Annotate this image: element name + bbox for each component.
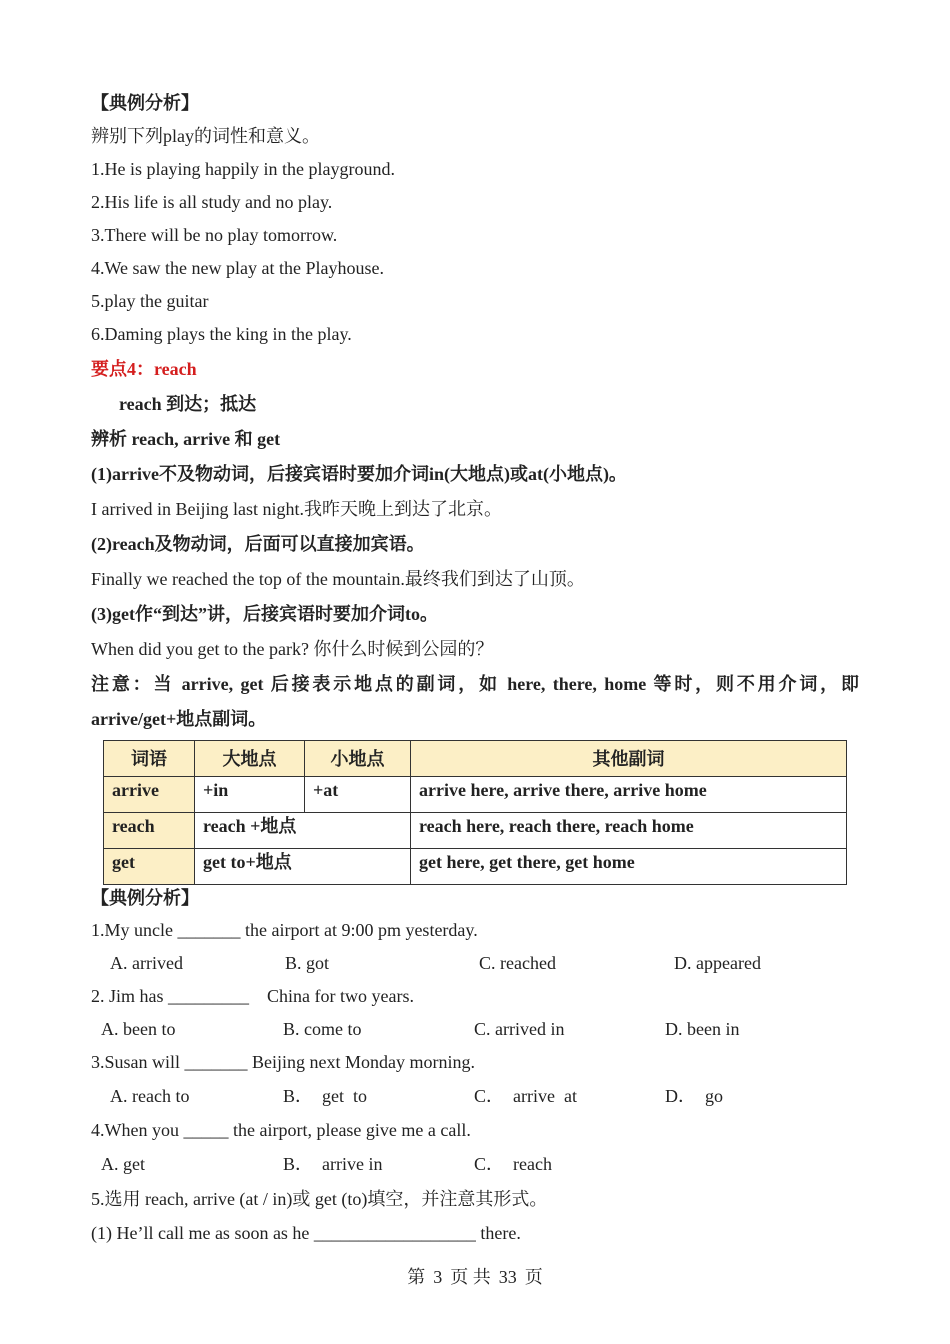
place-cell: get to+地点	[195, 849, 411, 885]
question-2: 2. Jim has _________ China for two years.	[91, 986, 414, 1006]
comparison-table	[103, 740, 847, 885]
option: A. get	[101, 1154, 145, 1174]
place-cell: reach +地点	[195, 813, 411, 849]
point-meaning: reach 到达；抵达	[119, 394, 257, 414]
example-1: I arrived in Beijing last night.我昨天晚上到达了北京。	[91, 499, 502, 519]
footer-prefix: 第	[407, 1267, 426, 1287]
example-heading-2: 【典例分析】	[91, 888, 199, 908]
list-item: 3.There will be no play tomorrow.	[91, 225, 338, 245]
total-pages: 33	[498, 1267, 517, 1287]
word-cell: arrive	[104, 777, 195, 813]
word-cell: get	[104, 849, 195, 885]
option: C． arrive at	[474, 1086, 577, 1106]
list-item: 1.He is playing happily in the playground.	[91, 159, 395, 179]
question-4: 4.When you _____ the airport, please give me a call.	[91, 1120, 471, 1140]
question-5: 5.选用 reach, arrive (at / in)或 get (to)填空，并注意其形式。	[91, 1189, 548, 1209]
instruction: 辨别下列play的词性和意义。	[91, 126, 320, 146]
example-2: Finally we reached the top of the mountain.最终我们到达了山顶。	[91, 569, 585, 589]
example-3: When did you get to the park? 你什么时候到公园的？	[91, 639, 494, 659]
option: C． reach	[474, 1154, 552, 1174]
option: B. got	[285, 953, 330, 973]
list-item: 2.His life is all study and no play.	[91, 192, 333, 212]
list-item: 5.play the guitar	[91, 291, 209, 311]
option: A. reach to	[110, 1086, 190, 1106]
option: C. arrived in	[474, 1019, 565, 1039]
option: A. arrived	[110, 953, 183, 973]
list-item: 4.We saw the new play at the Playhouse.	[91, 258, 384, 278]
rule-3: (3)get作“到达”讲，后接宾语时要加介词to。	[91, 604, 438, 624]
question-3: 3.Susan will _______ Beijing next Monday morning.	[91, 1052, 475, 1072]
table-header-row	[104, 741, 847, 777]
option: D. been in	[665, 1019, 740, 1039]
option: B. come to	[283, 1019, 362, 1039]
option: B． get to	[283, 1086, 367, 1106]
note-line-2: arrive/get+地点副词。	[91, 709, 267, 729]
example-heading: 【典例分析】	[91, 93, 199, 113]
option: A. been to	[101, 1019, 176, 1039]
table-row	[104, 777, 847, 813]
small-place-cell: +at	[305, 777, 411, 813]
compare-heading: 辨析 reach, arrive 和 get	[91, 429, 281, 449]
list-item: 6.Daming plays the king in the play.	[91, 324, 352, 344]
footer-suffix: 页	[524, 1267, 543, 1287]
question-5-sub-1: (1) He’ll call me as soon as he __________________ there.	[91, 1223, 521, 1243]
rule-2: (2)reach及物动词，后面可以直接加宾语。	[91, 534, 425, 554]
adverb-cell: arrive here, arrive there, arrive home	[411, 777, 847, 813]
option: D． go	[665, 1086, 723, 1106]
header-cell: 小地点	[305, 741, 411, 777]
big-place-cell: +in	[195, 777, 305, 813]
point-title: 要点4：reach	[91, 359, 197, 379]
option: D. appeared	[674, 953, 761, 973]
header-cell: 其他副词	[411, 741, 847, 777]
page-footer	[0, 1265, 950, 1289]
page-number: 3	[433, 1267, 443, 1287]
table-row	[104, 849, 847, 885]
note-line-1: 注意：当 arrive, get 后接表示地点的副词，如 here, there, home 等时，则不用介词，即	[91, 674, 859, 694]
header-cell: 词语	[104, 741, 195, 777]
header-cell: 大地点	[195, 741, 305, 777]
option: B． arrive in	[283, 1154, 383, 1174]
option: C. reached	[479, 953, 556, 973]
rule-1: (1)arrive不及物动词，后接宾语时要加介词in(大地点)或at(小地点)。	[91, 464, 627, 484]
question-1: 1.My uncle _______ the airport at 9:00 pm yesterday.	[91, 920, 478, 940]
table-row	[104, 813, 847, 849]
adverb-cell: reach here, reach there, reach home	[411, 813, 847, 849]
adverb-cell: get here, get there, get home	[411, 849, 847, 885]
word-cell: reach	[104, 813, 195, 849]
footer-mid: 页 共	[450, 1267, 491, 1287]
